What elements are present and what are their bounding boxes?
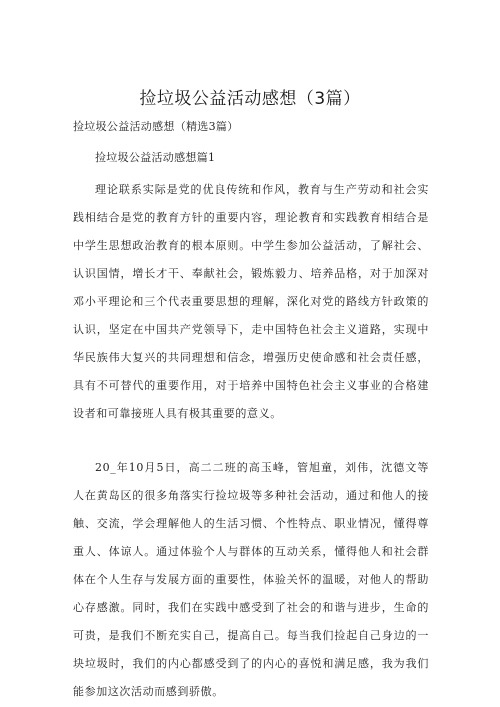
paragraph-1: 理论联系实际是党的优良传统和作风，教育与生产劳动和社会实践相结合是党的教育方针的重要内容，理论教育和实践教育相结合是中学生思想政治教育的根本原则。中学生参加公益活动，了解社会、认识国情，增长才干、奉献社会，锻炼毅力、培养品格，对于加深对邓小平理论和三个代表重要思想的理解，深化对党的路线方针政策的认识，坚定在中国共产党领导下，走中国特色社会主义道路，实现中华民族伟大复兴的共同理想和信念，增强历史使命感和社会责任感，具有不可替代的重要作用，对于培养中国特色社会主义事业的合格建设者和可靠接班人具有极其重要的意义。: [73, 183, 429, 420]
document-subtitle: 捡垃圾公益活动感想（精选3篇）: [73, 120, 239, 133]
document-title: 捡垃圾公益活动感想（3篇）: [139, 89, 361, 109]
section-heading: 捡垃圾公益活动感想篇1: [95, 151, 216, 164]
paragraph-2: 20_年10月5日，高二二班的高玉峰，管旭童，刘伟，沈德文等人在黄岛区的很多角落实行捡垃圾等多种社会活动，通过和他人的接触、交流，学会理解他人的生活习惯、个性特点、职业情况，懂得尊重人、体谅人。通过体验个人与群体的互动关系，懂得他人和社会群体在个人生存与发展方面的重要性，体验关怀的温暖，对他人的帮助心存感激。同时，我们在实践中感受到了社会的和谐与进步，生命的可贵，是我们不断充实自己，提高自己。每当我们捡起自己身边的一块垃圾时，我们的内心都感受到了的内心的喜悦和满足感，我为我们能参加这次活动而感到骄傲。: [73, 461, 429, 698]
